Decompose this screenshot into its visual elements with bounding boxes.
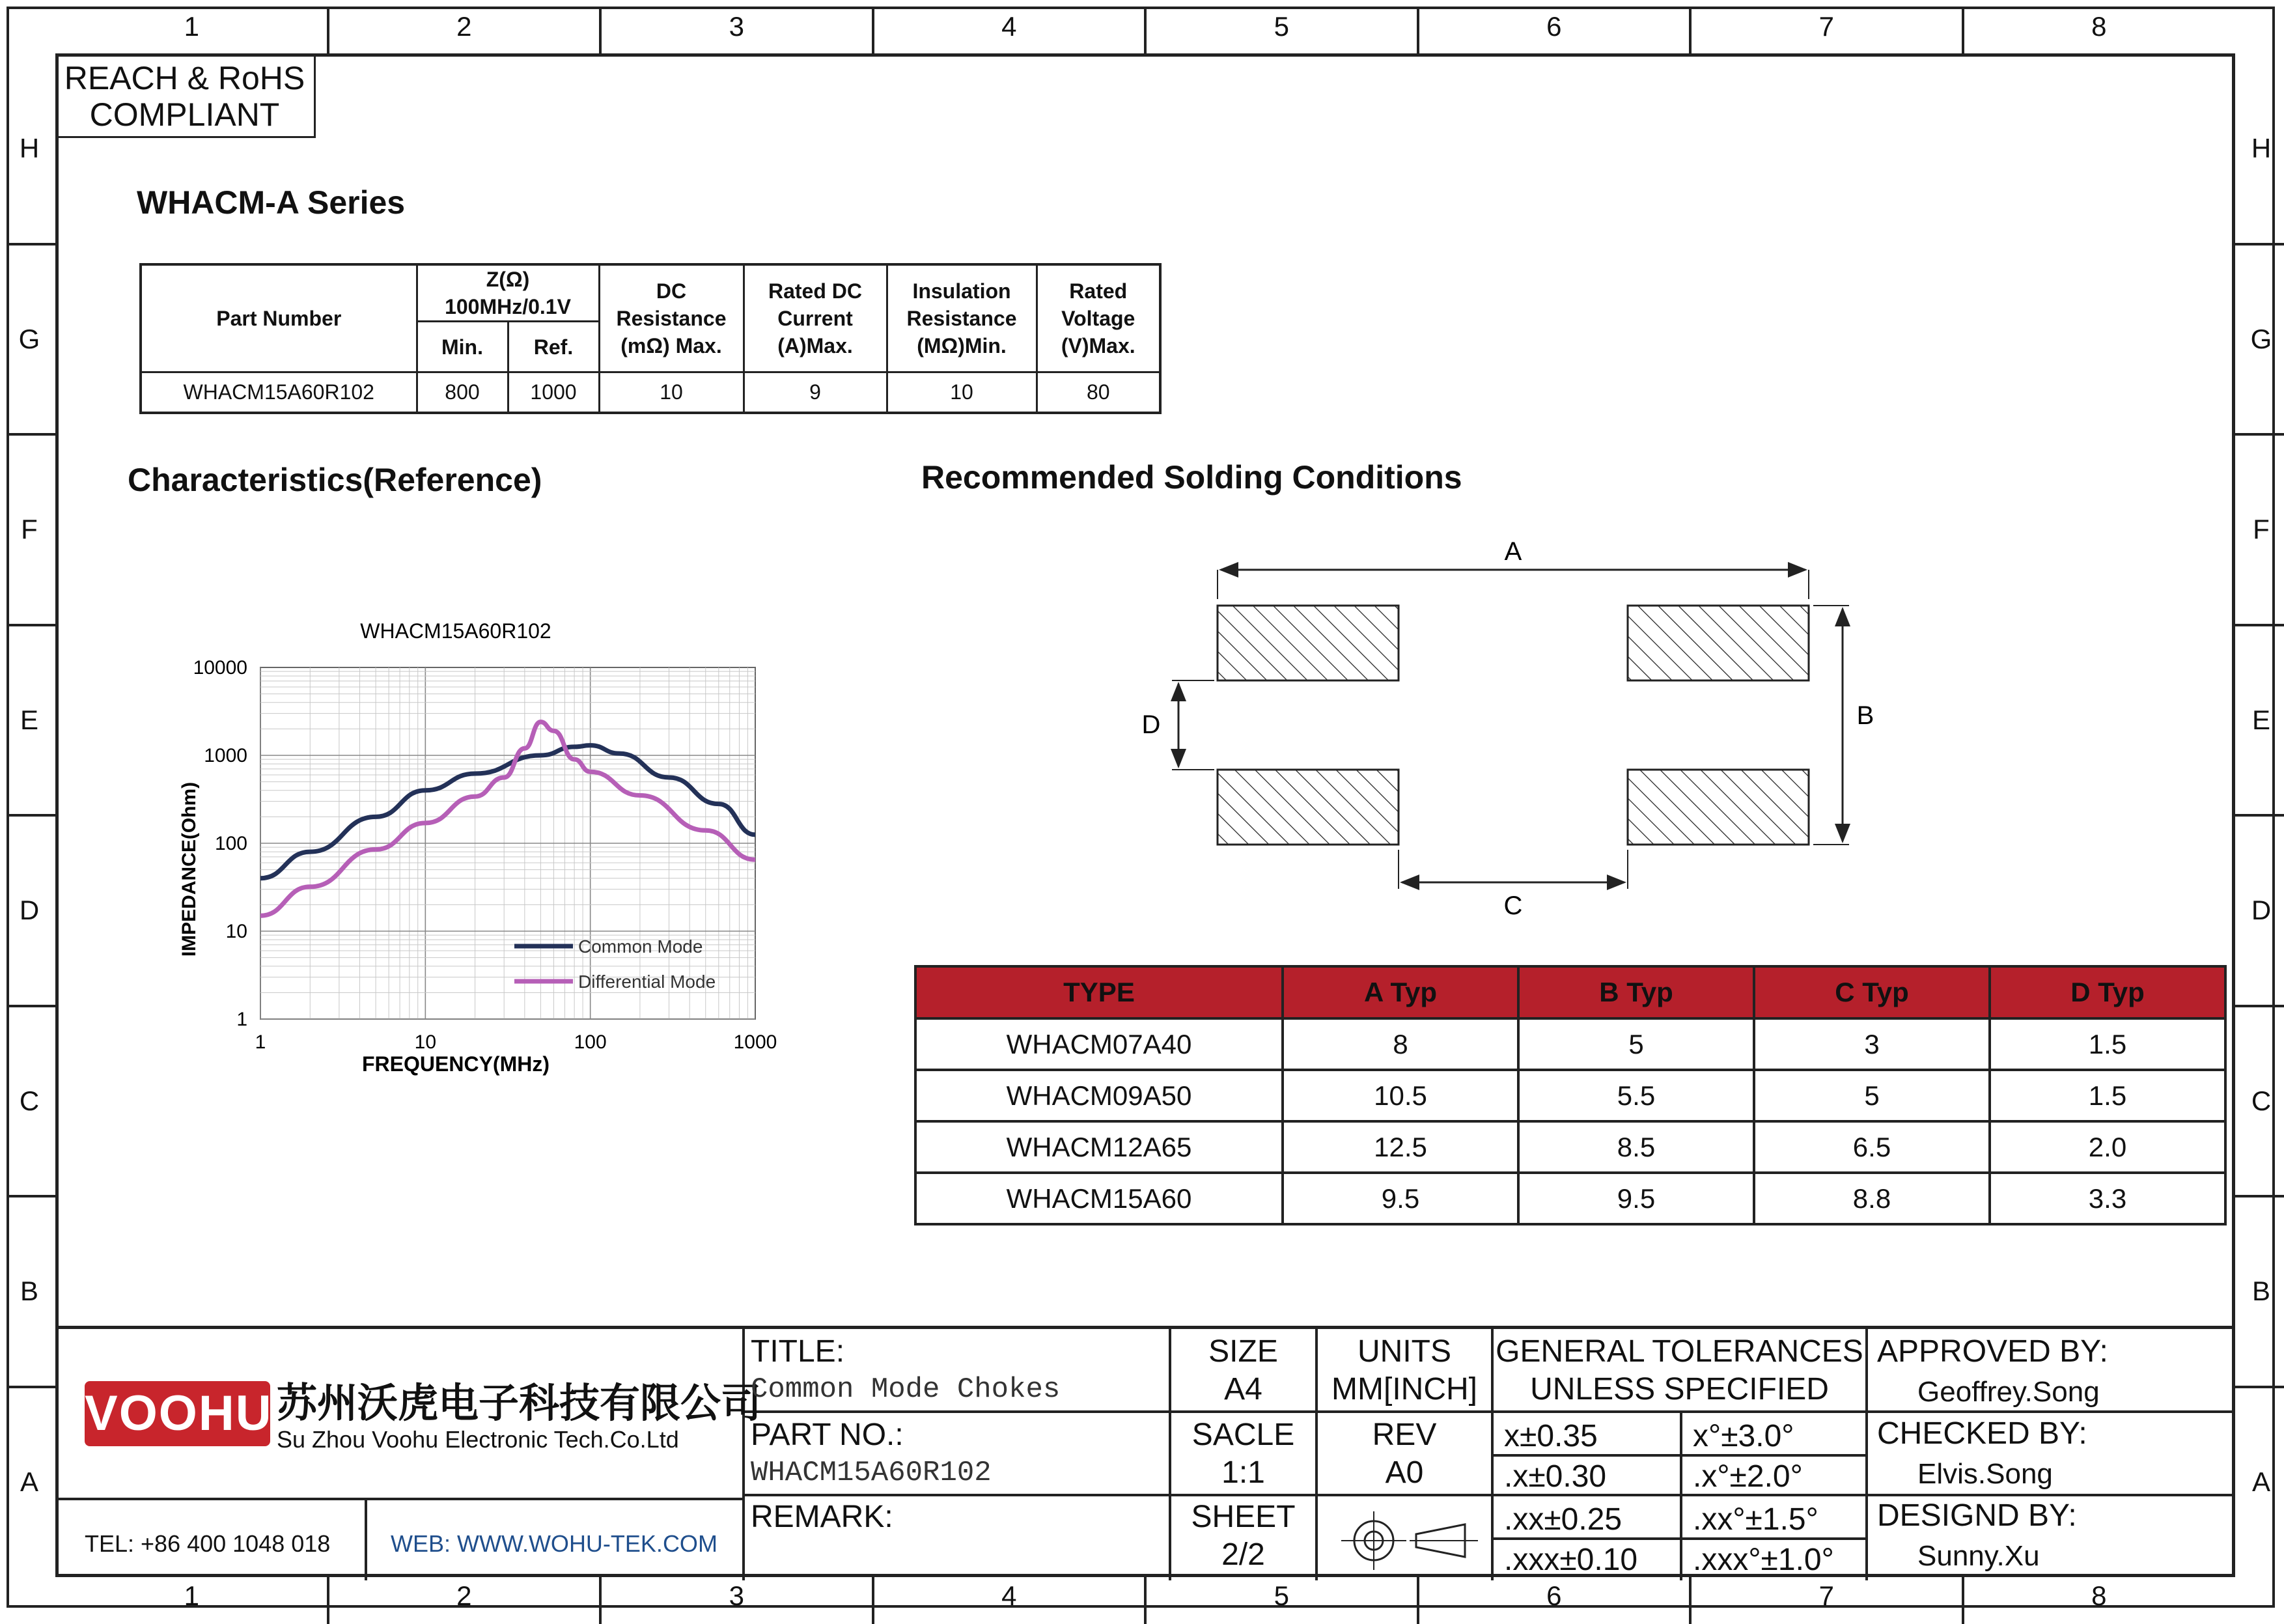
pad-layout-diagram: [1107, 521, 1927, 925]
header-impedance: [417, 264, 599, 322]
row-label-right: A: [2242, 1468, 2281, 1496]
col-label-bottom: 3: [717, 1582, 756, 1610]
row-label-left: F: [10, 516, 49, 543]
header-voltage-line-2: Voltage: [1038, 305, 1160, 332]
characteristics-title: Characteristics(Reference): [128, 461, 542, 499]
cell-rated-current: 9: [744, 372, 887, 413]
dimension-b-label: B: [1857, 701, 1874, 730]
x-tick-label: 1: [255, 1031, 266, 1053]
size-value: A4: [1171, 1373, 1315, 1406]
x-tick-label: 10: [415, 1031, 436, 1053]
size-label: SIZE: [1171, 1336, 1315, 1368]
compliance-line-1: REACH & RoHS: [55, 60, 314, 96]
dim-cell: 5: [1754, 1070, 1990, 1121]
col-label-top: 3: [717, 13, 756, 40]
telephone: TEL: +86 400 1048 018: [85, 1528, 330, 1560]
legend-label: Differential Mode: [578, 972, 716, 992]
header-rated-voltage: [1037, 264, 1160, 372]
designed-value: Sunny.Xu: [1917, 1540, 2040, 1573]
row-label-left: G: [10, 326, 49, 353]
y-tick-label: 1: [236, 1009, 247, 1030]
col-label-bottom: 8: [2080, 1582, 2119, 1610]
dimension-c-label: C: [1504, 891, 1523, 920]
rev-value: A0: [1318, 1457, 1491, 1489]
tolerance-linear-3: .xxx±0.10: [1504, 1544, 1637, 1576]
dim-cell: 12.5: [1283, 1121, 1518, 1173]
col-label-top: 5: [1262, 13, 1301, 40]
dim-cell: 5.5: [1518, 1070, 1754, 1121]
dim-header-b: B Typ: [1518, 966, 1754, 1018]
dim-cell: 1.5: [1990, 1070, 2225, 1121]
rev-label: REV: [1318, 1419, 1491, 1451]
col-label-top: 6: [1535, 13, 1574, 40]
pad-top-right: [1628, 606, 1809, 680]
logo-text: VOOHU: [85, 1381, 270, 1446]
header-impedance-label: Z(Ω): [418, 266, 598, 293]
pad-bottom-left: [1218, 770, 1399, 845]
row-label-right: G: [2242, 326, 2281, 353]
dim-cell: WHACM09A50: [915, 1070, 1283, 1121]
dim-cell: 9.5: [1283, 1173, 1518, 1224]
col-label-top: 1: [172, 13, 211, 40]
dim-cell: 2.0: [1990, 1121, 2225, 1173]
header-insulation-line-1: Insulation: [888, 277, 1036, 305]
header-dcr-line-1: DC: [600, 277, 743, 305]
x-tick-label: 100: [574, 1031, 607, 1053]
company-name-cn: 苏州沃虎电子科技有限公司: [277, 1382, 761, 1425]
header-impedance-condition: 100MHz/0.1V: [418, 293, 598, 320]
dim-header-a: A Typ: [1283, 966, 1518, 1018]
col-label-bottom: 7: [1807, 1582, 1846, 1610]
dim-header-type: TYPE: [915, 966, 1283, 1018]
col-label-bottom: 1: [172, 1582, 211, 1610]
row-label-right: E: [2242, 707, 2281, 734]
cell-rated-voltage: 80: [1037, 372, 1160, 413]
chart-title: WHACM15A60R102: [360, 619, 551, 643]
table-row: [915, 1173, 2225, 1224]
sheet-value: 2/2: [1171, 1539, 1315, 1571]
header-voltage-line-1: Rated: [1038, 277, 1160, 305]
header-z-ref: Ref.: [508, 322, 599, 372]
cell-dc-resistance: 10: [599, 372, 744, 413]
header-insulation-line-2: Resistance: [888, 305, 1036, 332]
legend-label: Common Mode: [578, 936, 703, 957]
projection-symbol-icon: [1341, 1511, 1478, 1570]
header-insulation: [887, 264, 1037, 372]
company-logo: [85, 1381, 270, 1446]
tolerance-angular-2: .xx°±1.5°: [1693, 1504, 1818, 1536]
units-value: MM[INCH]: [1318, 1373, 1491, 1406]
approved-value: Geoffrey.Song: [1917, 1376, 2100, 1408]
cell-insulation: 10: [887, 372, 1037, 413]
row-label-left: H: [10, 135, 49, 162]
header-current-line-2: Current: [745, 305, 886, 332]
website: WEB: WWW.WOHU-TEK.COM: [391, 1528, 717, 1560]
checked-label: CHECKED BY:: [1877, 1418, 2087, 1450]
dim-header-c: C Typ: [1754, 966, 1990, 1018]
col-label-top: 8: [2080, 13, 2119, 40]
dim-cell: 6.5: [1754, 1121, 1990, 1173]
cell-z-ref: 1000: [508, 372, 599, 413]
row-label-right: F: [2242, 516, 2281, 543]
y-tick-label: 10000: [193, 657, 247, 679]
dim-cell: WHACM07A40: [915, 1018, 1283, 1070]
header-z-min: Min.: [417, 322, 508, 372]
remark-label: REMARK:: [751, 1501, 893, 1533]
tolerance-angular-1: .x°±2.0°: [1693, 1461, 1803, 1493]
approved-label: APPROVED BY:: [1877, 1336, 2108, 1368]
tolerance-linear-2: .xx±0.25: [1504, 1504, 1622, 1536]
dim-cell: 3: [1754, 1018, 1990, 1070]
part-number-value: WHACM15A60R102: [751, 1457, 992, 1489]
tolerance-angular-0: x°±3.0°: [1693, 1420, 1794, 1453]
tolerances-title-1: GENERAL TOLERANCES: [1494, 1336, 1865, 1368]
dim-cell: 8: [1283, 1018, 1518, 1070]
company-name-en: Su Zhou Voohu Electronic Tech.Co.Ltd: [277, 1427, 679, 1453]
y-tick-label: 10: [226, 921, 247, 942]
dimension-table: [914, 965, 2227, 1225]
checked-value: Elvis.Song: [1917, 1458, 2053, 1491]
sheet-label: SHEET: [1171, 1501, 1315, 1533]
scale-value: 1:1: [1171, 1457, 1315, 1489]
designed-label: DESIGND BY:: [1877, 1500, 2077, 1532]
dimension-d-label: D: [1142, 710, 1161, 739]
row-label-left: A: [10, 1468, 49, 1496]
header-dcr-line-3: (mΩ) Max.: [600, 332, 743, 359]
dim-cell: 8.5: [1518, 1121, 1754, 1173]
col-label-top: 4: [990, 13, 1029, 40]
row-label-left: B: [10, 1278, 49, 1305]
spec-table: [139, 263, 1162, 414]
compliance-line-2: COMPLIANT: [55, 96, 314, 133]
tolerances-title-2: UNLESS SPECIFIED: [1494, 1373, 1865, 1406]
dimension-a-label: A: [1505, 537, 1522, 566]
title-value: Common Mode Chokes: [751, 1373, 1060, 1406]
row-label-left: D: [10, 897, 49, 924]
row-label-right: D: [2242, 897, 2281, 924]
units-label: UNITS: [1318, 1336, 1491, 1368]
tolerance-linear-0: x±0.35: [1504, 1420, 1598, 1453]
table-row: [915, 1070, 2225, 1121]
dim-cell: 5: [1518, 1018, 1754, 1070]
dim-cell: WHACM15A60: [915, 1173, 1283, 1224]
y-tick-label: 1000: [204, 745, 247, 766]
cell-z-min: 800: [417, 372, 508, 413]
col-label-top: 7: [1807, 13, 1846, 40]
col-label-bottom: 5: [1262, 1582, 1301, 1610]
solding-title: Recommended Solding Conditions: [921, 458, 1462, 496]
col-label-bottom: 6: [1535, 1582, 1574, 1610]
header-current-line-1: Rated DC: [745, 277, 886, 305]
y-axis-label: IMPEDANCE(Ohm): [178, 782, 200, 957]
table-row: [915, 1018, 2225, 1070]
col-label-top: 2: [445, 13, 484, 40]
compliance-box: [55, 53, 316, 138]
series-title: WHACM-A Series: [137, 184, 405, 221]
header-rated-current: [744, 264, 887, 372]
cell-part-number: WHACM15A60R102: [141, 372, 417, 413]
scale-label: SACLE: [1171, 1419, 1315, 1451]
dim-cell: 3.3: [1990, 1173, 2225, 1224]
tolerance-linear-1: .x±0.30: [1504, 1461, 1606, 1493]
pad-top-left: [1218, 606, 1399, 680]
x-tick-label: 1000: [734, 1031, 777, 1053]
title-label: TITLE:: [751, 1336, 844, 1368]
title-block: [55, 1326, 2235, 1577]
tolerance-angular-3: .xxx°±1.0°: [1693, 1544, 1834, 1576]
table-row: [915, 1121, 2225, 1173]
dim-cell: 8.8: [1754, 1173, 1990, 1224]
header-current-line-3: (A)Max.: [745, 332, 886, 359]
header-voltage-line-3: (V)Max.: [1038, 332, 1160, 359]
row-label-left: C: [10, 1087, 49, 1115]
row-label-right: H: [2242, 135, 2281, 162]
x-axis-label: FREQUENCY(MHz): [362, 1052, 550, 1076]
pad-bottom-right: [1628, 770, 1809, 845]
col-label-bottom: 4: [990, 1582, 1029, 1610]
col-label-bottom: 2: [445, 1582, 484, 1610]
dim-header-d: D Typ: [1990, 966, 2225, 1018]
dim-cell: 1.5: [1990, 1018, 2225, 1070]
header-insulation-line-3: (MΩ)Min.: [888, 332, 1036, 359]
header-dc-resistance: [599, 264, 744, 372]
dim-cell: 10.5: [1283, 1070, 1518, 1121]
dim-cell: WHACM12A65: [915, 1121, 1283, 1173]
header-part-number: Part Number: [141, 264, 417, 372]
impedance-chart: [130, 599, 794, 1087]
y-tick-label: 100: [215, 833, 247, 854]
part-number-label: PART NO.:: [751, 1419, 904, 1451]
row-label-right: C: [2242, 1087, 2281, 1115]
header-dcr-line-2: Resistance: [600, 305, 743, 332]
row-label-left: E: [10, 707, 49, 734]
dim-cell: 9.5: [1518, 1173, 1754, 1224]
row-label-right: B: [2242, 1278, 2281, 1305]
